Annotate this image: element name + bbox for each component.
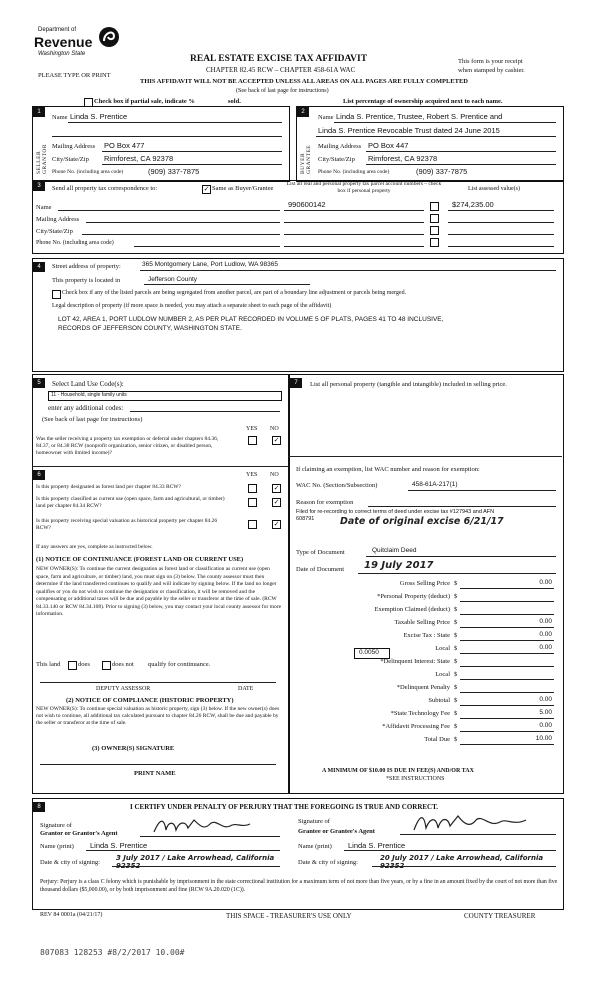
fee-row-label: Gross Selling Price bbox=[399, 580, 450, 587]
fee-row-dollar: $ bbox=[454, 723, 458, 730]
section-7-badge: 7 bbox=[290, 378, 302, 388]
exempt-no-checkbox[interactable]: ✓ bbox=[273, 436, 280, 444]
grantor-date-label: Date & city of signing: bbox=[40, 859, 100, 866]
fee-row-label: Excise Tax : State bbox=[403, 632, 450, 639]
receipt-line-2: when stamped by cashier. bbox=[458, 67, 525, 74]
fee-row-label: Local bbox=[435, 645, 450, 652]
fee-row-label: Exemption Claimed (deduct) bbox=[374, 606, 450, 613]
grantor-date-city[interactable]: 3 July 2017 / Lake Arrowhead, California 92352 bbox=[116, 854, 275, 870]
doc-type-value[interactable]: Quitclaim Deed bbox=[372, 547, 417, 554]
fee-row-value[interactable]: 0.00 bbox=[539, 579, 552, 586]
s3-mailing-label: Mailing Address bbox=[36, 216, 80, 223]
historic-yes-checkbox[interactable] bbox=[248, 520, 257, 529]
fee-row-label: *State Technology Fee bbox=[390, 710, 450, 717]
additional-codes-line bbox=[130, 411, 280, 412]
fee-row-line bbox=[460, 640, 554, 641]
fee-row-dollar: $ bbox=[454, 593, 458, 600]
notice-1-text: NEW OWNER(S): To continue the current designation as forest land or classification as current use (open space, farm and agriculture, or timber) land, you must sign on (3) below. The county assessor must then determine if the land transferred continues to qualify and will indicate by signing below. If the land no longer qualifies or you do not wish to continue the designation or classification, it will be removed and the compensating or additional taxes will be due and payable by the seller or transferor at the time of sale. (RCW 84.33.140 or RCW 84.34.108). Prior to signing (3) below, you may contact your local county assessor for more information. bbox=[36, 566, 282, 617]
s7-divider bbox=[288, 456, 562, 457]
reason-value[interactable]: Filed for re-recording to correct terms of deed under excise tax #127943 and AFN 608791 bbox=[296, 509, 495, 522]
fee-row-label: *Delinquent Interest: State bbox=[380, 658, 450, 665]
notice-1-title: (1) NOTICE OF CONTINUANCE (FOREST LAND OR CURRENT USE) bbox=[36, 556, 244, 563]
historic-question: Is this property receiving special valuation as historical property per chapter 84.26 RCW? bbox=[36, 518, 218, 531]
seller-name[interactable]: Linda S. Prentice bbox=[70, 112, 128, 121]
personal-property-checkbox-2[interactable] bbox=[430, 214, 439, 223]
certify-statement: I CERTIFY UNDER PENALTY OF PERJURY THAT THE FOREGOING IS TRUE AND CORRECT. bbox=[130, 803, 439, 811]
seller-city-label: City/State/Zip bbox=[52, 156, 89, 163]
fee-row-line bbox=[460, 705, 554, 706]
fee-row-line bbox=[460, 679, 554, 680]
personal-property-checkbox-1[interactable] bbox=[430, 202, 439, 211]
fee-row-label: Local bbox=[435, 671, 450, 678]
land-use-select[interactable] bbox=[48, 391, 282, 401]
deputy-label: DEPUTY ASSESSOR bbox=[96, 686, 151, 692]
grantor-sig-label-1: Signature of bbox=[40, 822, 72, 829]
fee-row-line bbox=[460, 666, 554, 667]
fee-row-line bbox=[460, 588, 554, 589]
fee-row-dollar: $ bbox=[454, 684, 458, 691]
seller-phone[interactable]: (909) 337-7875 bbox=[148, 167, 200, 176]
this-land-label: This land bbox=[36, 661, 61, 668]
treasurer-space-label: THIS SPACE - TREASURER'S USE ONLY bbox=[226, 912, 352, 920]
section-3-badge: 3 bbox=[33, 181, 45, 191]
fee-row-line bbox=[460, 627, 554, 628]
seller-city-line bbox=[102, 164, 282, 165]
form-title: REAL ESTATE EXCISE TAX AFFIDAVIT bbox=[190, 54, 368, 64]
forest-no-checkbox[interactable]: ✓ bbox=[273, 484, 280, 492]
buyer-name-line-2 bbox=[316, 136, 556, 137]
county-treasurer-label: COUNTY TREASURER bbox=[464, 912, 536, 920]
fee-row-dollar: $ bbox=[454, 632, 458, 639]
grantee-date-label: Date & city of signing: bbox=[298, 859, 358, 866]
fee-row-line bbox=[460, 653, 554, 654]
seller-mailing-label: Mailing Address bbox=[52, 143, 96, 150]
fee-row-line bbox=[460, 744, 554, 745]
seller-name-label: Name bbox=[52, 114, 68, 121]
assessed-line-1 bbox=[448, 210, 554, 211]
reason-label: Reason for exemption bbox=[296, 499, 354, 506]
qualify-label: qualify for continuance. bbox=[148, 661, 211, 668]
grantee-name-label: Name (print) bbox=[298, 843, 332, 850]
washington-label: Washington State bbox=[38, 51, 86, 57]
legal-description-1[interactable]: LOT 42, AREA 1, PORT LUDLOW NUMBER 2, AS PER PLAT RECORDED IN VOLUME 5 OF PLATS, PAGES 41 TO 48 INCLUSIVE, bbox=[58, 316, 444, 323]
buyer-phone-label: Phone No. (including area code) bbox=[318, 169, 390, 175]
parcel-number[interactable]: 990600142 bbox=[288, 200, 326, 209]
fee-row-dollar: $ bbox=[454, 606, 458, 613]
buyer-side-label: BUYER GRANTEE bbox=[300, 144, 312, 174]
buyer-mailing-label: Mailing Address bbox=[318, 143, 362, 150]
segregated-checkbox[interactable] bbox=[52, 290, 61, 299]
assessed-line-3 bbox=[448, 234, 554, 235]
historic-no-checkbox[interactable]: ✓ bbox=[273, 520, 280, 528]
segregated-label: Check box if any of the listed parcels are being segregated from another parcel, are part of a boundary line adjustment or parcels being merged. bbox=[62, 290, 407, 296]
fee-row-label: Subtotal bbox=[428, 697, 450, 704]
grantor-name-label: Name (print) bbox=[40, 843, 74, 850]
grantor-date-line bbox=[112, 866, 280, 867]
grantor-signature bbox=[150, 816, 270, 836]
fee-row-dollar: $ bbox=[454, 671, 458, 678]
buyer-phone[interactable]: (909) 337-7875 bbox=[416, 167, 468, 176]
seller-city[interactable]: Rimforest, CA 92378 bbox=[104, 154, 174, 163]
notice-2-text: NEW OWNER(S): To continue special valuation as historic property, sign (3) below. If the new owner(s) does not wish to continue, all additional tax calculated pursuant to chapter 84.26 RCW, shall be due and payable by the seller or transferor at the time of sale. bbox=[36, 706, 280, 726]
parcel-line-1 bbox=[284, 210, 424, 211]
fee-row-label: *Delinquent Penalty bbox=[396, 684, 450, 691]
doc-type-label: Type of Document bbox=[296, 549, 345, 556]
forest-yes-checkbox[interactable] bbox=[248, 484, 257, 493]
fee-table bbox=[288, 580, 562, 750]
fee-row-dollar: $ bbox=[454, 736, 458, 743]
assessed-column-header: List assessed value(s) bbox=[468, 186, 520, 192]
grantee-name[interactable]: Linda S. Prentice bbox=[348, 841, 406, 850]
grantor-sig-label-2: Grantor or Grantor's Agent bbox=[40, 830, 118, 837]
grantee-signature bbox=[410, 812, 540, 834]
street-line bbox=[140, 270, 556, 271]
assessed-line-4 bbox=[448, 246, 554, 247]
parcel-column-header: List all real and personal property tax parcel account numbers – check box if personal property bbox=[286, 181, 442, 194]
s3-mailing-line bbox=[86, 222, 280, 223]
fee-row-dollar: $ bbox=[454, 580, 458, 587]
located-label: This property is located in bbox=[52, 277, 121, 284]
section-4-badge: 4 bbox=[33, 262, 45, 272]
receipt-line-1: This form is your receipt bbox=[458, 58, 523, 65]
grantee-date-line bbox=[372, 866, 556, 867]
current-use-no-checkbox[interactable]: ✓ bbox=[273, 498, 280, 506]
buyer-name-line bbox=[334, 122, 556, 123]
seller-mailing-line bbox=[102, 151, 282, 152]
grantee-date-city[interactable]: 20 July 2017 / Lake Arrowhead, California 92352 bbox=[380, 854, 544, 870]
fee-row-line bbox=[460, 692, 554, 693]
perjury-text: Perjury: Perjury is a class C felony which is punishable by imprisonment in the state correctional institution for a maximum term of not more than five years, or by a fine in an amount fixed by the court of not more than five thousand dollars ($5,000.00), or by both imprisonment and fine (RCW 9A.20.020 (1C)). bbox=[40, 879, 558, 893]
current-use-question: Is this property classified as current use (open space, farm and agricultural, or timber) land per chapter 84.34 RCW? bbox=[36, 496, 225, 509]
grantee-sig-line bbox=[400, 834, 556, 835]
fee-row-line bbox=[460, 718, 554, 719]
exemption-label: If claiming an exemption, list WAC number and reason for exemption: bbox=[296, 466, 480, 473]
seller-side-label: SELLER GRANTOR bbox=[36, 144, 48, 174]
doc-type-line bbox=[366, 556, 556, 557]
s3-name-label: Name bbox=[36, 204, 52, 211]
buyer-city-line bbox=[366, 164, 556, 165]
section-6-badge: 6 bbox=[33, 470, 45, 480]
section-8-badge: 8 bbox=[33, 802, 45, 812]
local-rate-value: 0.0050 bbox=[359, 649, 379, 656]
owner-signature-line bbox=[40, 764, 276, 765]
grantor-name-line bbox=[86, 850, 280, 851]
personal-property-checkbox-3[interactable] bbox=[430, 226, 439, 235]
personal-property-label: List all personal property (tangible and intangible) included in selling price. bbox=[310, 381, 507, 388]
s3-city-label: City/State/Zip bbox=[36, 228, 73, 235]
dept-of-label: Department of bbox=[38, 27, 77, 33]
does-checkbox[interactable] bbox=[68, 661, 77, 670]
grantor-name[interactable]: Linda S. Prentice bbox=[90, 841, 148, 850]
s6-yes-header: YES bbox=[246, 472, 258, 478]
deputy-line bbox=[40, 682, 276, 683]
buyer-mailing[interactable]: PO Box 447 bbox=[368, 141, 409, 150]
assessed-value[interactable]: $274,235.00 bbox=[452, 200, 494, 209]
buyer-name-label: Name bbox=[318, 114, 334, 121]
fee-row-dollar: $ bbox=[454, 697, 458, 704]
section-5-badge: 5 bbox=[33, 378, 45, 388]
section-4-box bbox=[32, 258, 564, 372]
print-name-label: PRINT NAME bbox=[134, 770, 176, 777]
s5-no-header: NO bbox=[270, 426, 279, 432]
personal-property-checkbox-4[interactable] bbox=[430, 238, 439, 247]
same-as-buyer-label: Same as Buyer/Grantee bbox=[212, 185, 274, 192]
s6-no-header: NO bbox=[270, 472, 279, 478]
grantee-sig-label-2: Grantee or Grantee's Agent bbox=[298, 828, 375, 835]
section-1-badge: 1 bbox=[33, 107, 45, 117]
fee-row-line bbox=[460, 731, 554, 732]
please-type-label: PLEASE TYPE OR PRINT bbox=[38, 72, 111, 79]
s5-yes-header: YES bbox=[246, 426, 258, 432]
same-as-buyer-checkbox[interactable]: ✓ bbox=[203, 185, 210, 193]
county-value[interactable]: Jefferson County bbox=[148, 276, 198, 283]
seller-phone-label: Phone No. (including area code) bbox=[52, 169, 124, 175]
reason-line bbox=[368, 506, 556, 507]
fee-row-value[interactable]: 0.00 bbox=[539, 618, 552, 625]
assessed-line-2 bbox=[448, 222, 554, 223]
land-use-label: Select Land Use Code(s): bbox=[52, 380, 124, 388]
additional-codes-label: enter any additional codes: bbox=[48, 404, 124, 412]
revenue-label: Revenue bbox=[34, 34, 93, 50]
send-correspondence-label: Send all property tax correspondence to: bbox=[52, 185, 158, 192]
fee-row-value[interactable]: 0.00 bbox=[539, 631, 552, 638]
seller-name-line bbox=[68, 122, 282, 123]
fee-row-line bbox=[460, 614, 554, 615]
notice-3-title: (3) OWNER(S) SIGNATURE bbox=[92, 745, 175, 752]
fee-row-label: *Affidavit Processing Fee bbox=[382, 723, 450, 730]
rev-number: REV 84 0001a (04/21/17) bbox=[40, 912, 103, 918]
pct-list-label: List percentage of ownership acquired next to each name. bbox=[343, 98, 503, 105]
buyer-name-2[interactable]: Linda S. Prentice Revocable Trust dated 24 June 2015 bbox=[318, 126, 500, 135]
forest-question: Is this property designated as forest land per chapter 84.33 RCW? bbox=[36, 484, 181, 490]
buyer-mailing-line bbox=[366, 151, 556, 152]
minimum-note: A MINIMUM OF $10.00 IS DUE IN FEE(S) AND/OR TAX bbox=[322, 768, 474, 774]
seller-mailing[interactable]: PO Box 477 bbox=[104, 141, 145, 150]
warning-text: THIS AFFIDAVIT WILL NOT BE ACCEPTED UNLESS ALL AREAS ON ALL PAGES ARE FULLY COMPLETED bbox=[140, 78, 468, 85]
fee-row-label: Total Due bbox=[424, 736, 450, 743]
parcel-line-2 bbox=[284, 222, 424, 223]
see-back-text: (See back of last page for instructions) bbox=[236, 88, 329, 94]
s3-phone-line bbox=[134, 246, 280, 247]
land-use-value: 11 - Household, single family units bbox=[51, 392, 127, 398]
buyer-city-label: City/State/Zip bbox=[318, 156, 355, 163]
legal-label: Legal description of property (if more space is needed, you may attach a separate sheet to each page of the affidavit) bbox=[52, 303, 332, 309]
section-2-badge: 2 bbox=[297, 107, 309, 117]
county-line bbox=[144, 284, 310, 285]
fee-row-dollar: $ bbox=[454, 710, 458, 717]
parcel-line-4 bbox=[284, 246, 424, 247]
if-yes-note: If any answers are yes, complete as instructed below. bbox=[36, 544, 153, 550]
seller-name-line-2 bbox=[52, 136, 282, 137]
s5-see-back: (See back of last page for instructions) bbox=[42, 416, 143, 423]
buyer-name-1[interactable]: Linda S. Prentice, Trustee, Robert S. Prentice and bbox=[336, 112, 503, 121]
wac-label: WAC No. (Section/Subsection) bbox=[296, 482, 378, 489]
fee-row-value[interactable]: 10.00 bbox=[535, 735, 552, 742]
does-not-label: does not bbox=[112, 661, 134, 668]
fee-row-value[interactable]: 0.00 bbox=[539, 696, 552, 703]
sold-label: sold. bbox=[228, 98, 241, 105]
grantee-sig-label-1: Signature of bbox=[298, 818, 330, 825]
s3-city-line bbox=[82, 234, 280, 235]
fee-row-value[interactable]: 0.00 bbox=[539, 644, 552, 651]
s3-phone-label: Phone No. (including area code) bbox=[36, 240, 114, 246]
revenue-logo bbox=[32, 26, 132, 66]
doc-date-line bbox=[358, 573, 556, 574]
grantee-name-line bbox=[344, 850, 556, 851]
grantor-sig-line bbox=[140, 836, 280, 837]
fee-row-line bbox=[460, 601, 554, 602]
parcel-line-3 bbox=[284, 234, 424, 235]
fee-row-value[interactable]: 0.00 bbox=[539, 722, 552, 729]
local-rate-box[interactable] bbox=[354, 648, 390, 659]
reason-handwritten: Date of original excise 6/21/17 bbox=[340, 516, 504, 527]
exempt-yes-checkbox[interactable] bbox=[248, 436, 257, 445]
form-chapter: CHAPTER 82.45 RCW – CHAPTER 458-61A WAC bbox=[206, 66, 356, 74]
fee-row-dollar: $ bbox=[454, 658, 458, 665]
revenue-swirl-icon bbox=[98, 26, 120, 48]
current-use-yes-checkbox[interactable] bbox=[248, 498, 257, 507]
s5-s6-divider bbox=[32, 466, 288, 467]
wac-line bbox=[408, 490, 556, 491]
receipt-stamp: 807083 128253 #8/2/2017 10.00# bbox=[40, 948, 185, 957]
see-instructions-note: *SEE INSTRUCTIONS bbox=[386, 776, 445, 782]
exemption-question: Was the seller receiving a property tax exemption or deferral under chapters 84.36, 84.37, or 84.38 RCW (nonprofit organization, senior citizen, or disabled person, homeowner with limited income)? bbox=[36, 436, 219, 456]
notice-2-title: (2) NOTICE OF COMPLIANCE (HISTORIC PROPERTY) bbox=[66, 697, 234, 704]
wac-value[interactable]: 458-61A-217(1) bbox=[412, 481, 458, 488]
does-label: does bbox=[78, 661, 90, 668]
doc-date-label: Date of Document bbox=[296, 566, 345, 573]
s3-name-line bbox=[58, 210, 280, 211]
partial-sale-label: Check box if partial sale, indicate % bbox=[94, 98, 195, 105]
fee-row-dollar: $ bbox=[454, 619, 458, 626]
doc-date-value[interactable]: 19 July 2017 bbox=[364, 560, 434, 571]
deputy-date-label: DATE bbox=[238, 686, 254, 692]
legal-description-2[interactable]: RECORDS OF JEFFERSON COUNTY, WASHINGTON STATE. bbox=[58, 325, 242, 332]
does-not-checkbox[interactable] bbox=[102, 661, 111, 670]
fee-row-label: *Personal Property (deduct) bbox=[377, 593, 450, 600]
fee-row-value[interactable]: 5.00 bbox=[539, 709, 552, 716]
street-label: Street address of property: bbox=[52, 263, 121, 270]
buyer-city[interactable]: Rimforest, CA 92378 bbox=[368, 154, 438, 163]
fee-row-label: Taxable Selling Price bbox=[394, 619, 450, 626]
fee-row-dollar: $ bbox=[454, 645, 458, 652]
street-address[interactable]: 365 Montgomery Lane, Port Ludlow, WA 98365 bbox=[142, 261, 278, 268]
